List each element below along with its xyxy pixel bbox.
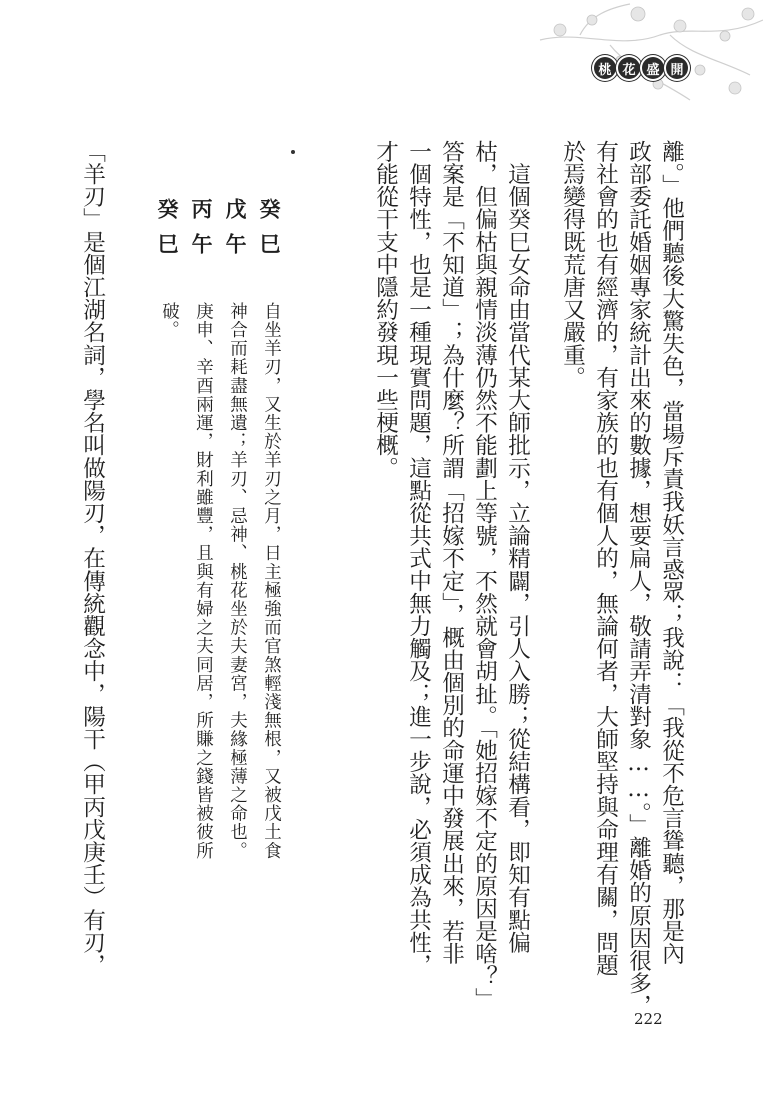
body-column: 離。」他們聽後大驚失色，當場斥責我妖言惑眾；我說：「我從不危言聳聽，那是內 bbox=[658, 140, 685, 965]
blossom-branch-decoration bbox=[520, 0, 763, 110]
body-column: 政部委託婚姻專家統計出來的數據，想要扁人，敬請弄清對象……。」離婚的原因很多， bbox=[625, 140, 652, 1017]
badge-char: 花 bbox=[618, 57, 640, 79]
section-mark bbox=[291, 150, 295, 154]
body-column: 一個特性，也是一種現實問題，這點從共式中無力觸及；進一步說，必須成為共性， bbox=[405, 140, 432, 977]
body-column: 有社會的也有經濟的，有家族的也有個人的，無論何者，大師堅持與命理有關，問題 bbox=[592, 140, 619, 977]
body-column: 這個癸巳女命由當代某大師批示，立論精闢，引人入勝；從結構看，即知有點偏 bbox=[504, 140, 531, 954]
pillar-label-day: 丙午 bbox=[189, 198, 213, 268]
badge-char: 開 bbox=[666, 57, 688, 79]
commentary-column: 自坐羊刃，又生於羊刃之月，日主極強而官煞輕淺無根，又被戊土食 bbox=[261, 302, 282, 860]
pillar-label-month: 戊午 bbox=[223, 198, 247, 268]
body-column: 答案是「不知道」；為什麼？所謂「招嫁不定」，概由個別的命運中發展出來，若非 bbox=[438, 140, 465, 965]
pillar-label-year: 癸巳 bbox=[257, 198, 281, 268]
page-number: 222 bbox=[634, 1010, 663, 1028]
body-column: 「羊刃」是個江湖名詞，學名叫做陽刃，在傳統觀念中，陽干（甲丙戊庚壬）有刃， bbox=[79, 140, 106, 977]
body-column: 於焉變得既荒唐又嚴重。 bbox=[559, 140, 586, 389]
body-column: 枯，但偏枯與親情淡薄仍然不能劃上等號，不然就會胡扯。「她招嫁不定的原因是啥？」 bbox=[471, 140, 498, 1011]
pillar-label-hour: 癸巳 bbox=[155, 198, 179, 268]
badge-char: 盛 bbox=[642, 57, 664, 79]
commentary-column: 破。 bbox=[159, 302, 180, 340]
badge-char: 桃 bbox=[594, 57, 616, 79]
body-column: 才能從干支中隱約發現一些梗概。 bbox=[372, 140, 399, 479]
commentary-column: 庚申、辛酉兩運，財利雖豐，且與有婦之夫同居，所賺之錢皆被彼所 bbox=[193, 302, 214, 860]
book-title-badge bbox=[588, 56, 694, 80]
commentary-column: 神合而耗盡無遺；羊刃、忌神、桃花坐於夫妻宮，夫緣極薄之命也。 bbox=[227, 302, 248, 860]
